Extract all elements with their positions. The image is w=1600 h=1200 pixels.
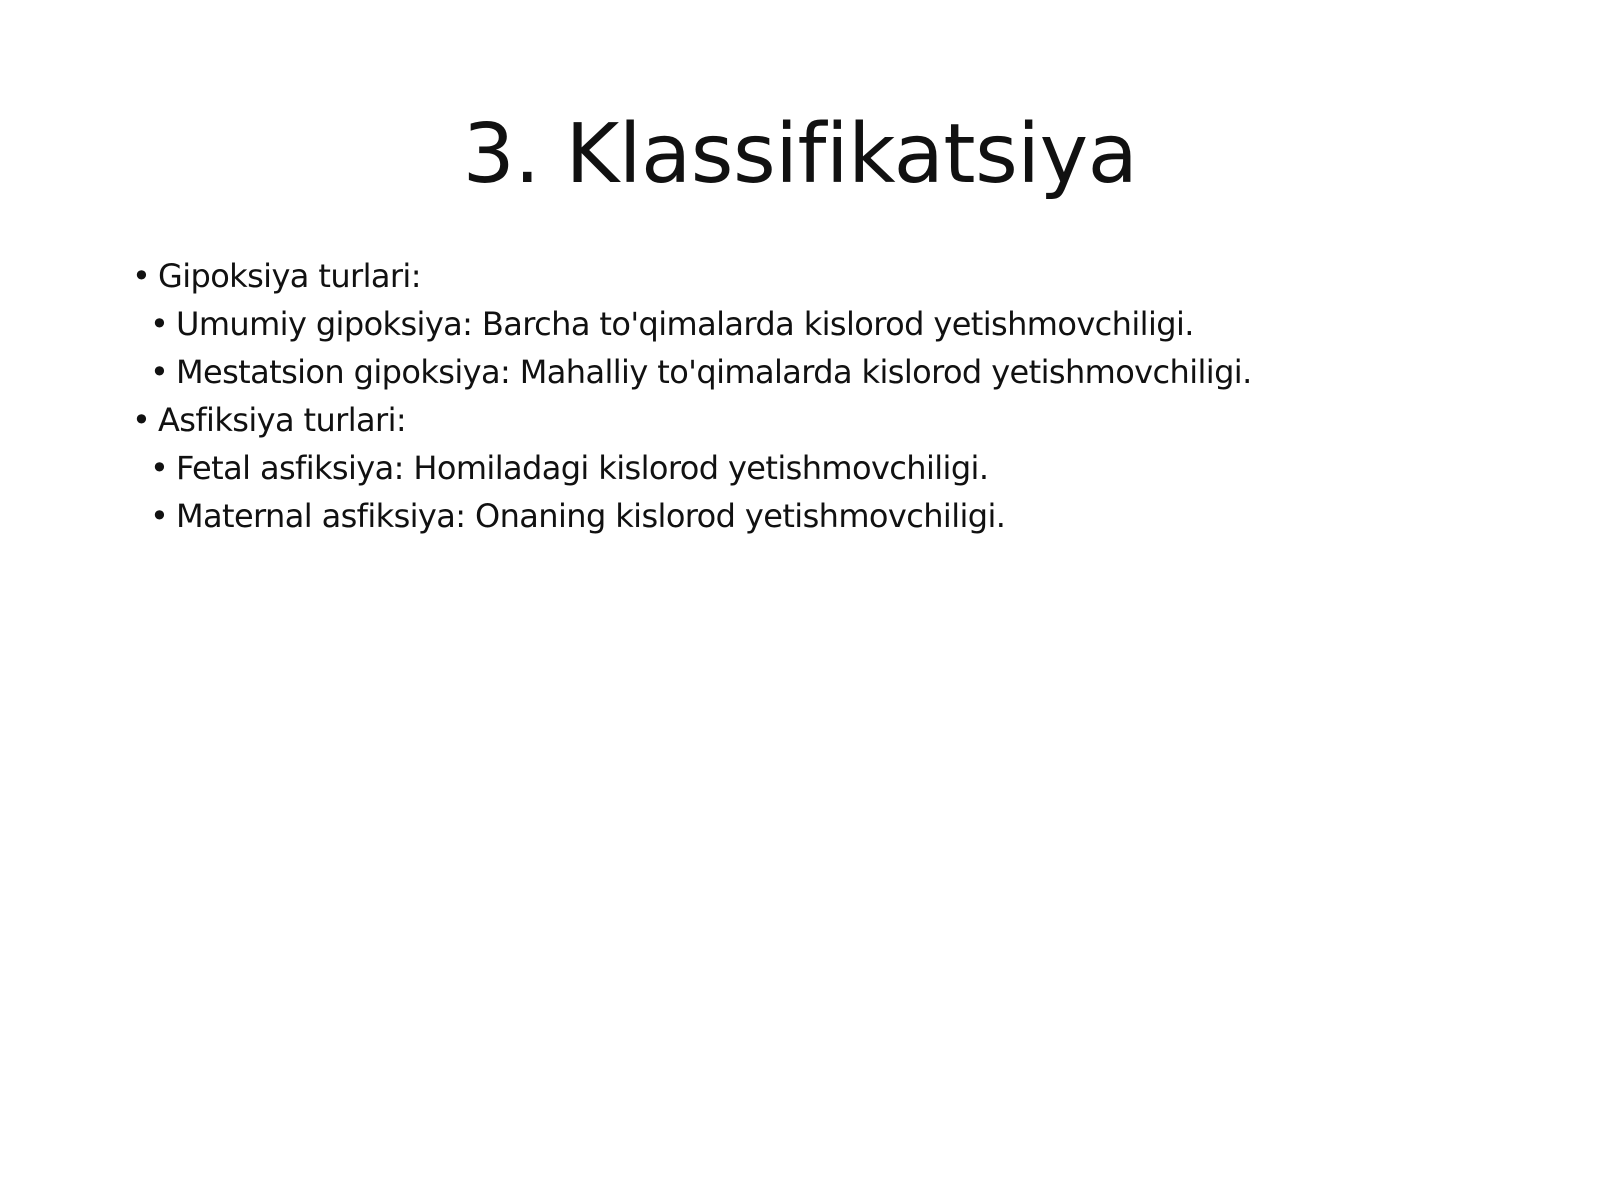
list-item-text: Maternal asfiksiya: Onaning kislorod yetishmovchiligi. — [176, 497, 1006, 535]
bullet-list — [132, 252, 1532, 540]
list-item-asfiksiya-turlari — [132, 396, 1532, 444]
list-item-text: Fetal asfiksiya: Homiladagi kislorod yetishmovchiligi. — [176, 449, 989, 487]
bullet-icon: • — [150, 353, 169, 391]
bullet-icon: • — [150, 449, 169, 487]
list-item-text: Asfiksiya turlari: — [158, 401, 407, 439]
bullet-icon: • — [150, 305, 169, 343]
bullet-icon: • — [132, 401, 151, 439]
list-item-umumiy-gipoksiya — [132, 300, 1532, 348]
list-item-mestatsion-gipoksiya — [132, 348, 1532, 396]
list-item-text: Umumiy gipoksiya: Barcha to'qimalarda kislorod yetishmovchiligi. — [176, 305, 1194, 343]
list-item-text: Gipoksiya turlari: — [158, 257, 421, 295]
bullet-icon: • — [150, 497, 169, 535]
list-item-gipoksiya-turlari — [132, 252, 1532, 300]
list-item-fetal-asfiksiya — [132, 444, 1532, 492]
list-item-maternal-asfiksiya — [132, 492, 1532, 540]
slide-title: 3. Klassifikatsiya — [462, 107, 1138, 202]
list-item-text: Mestatsion gipoksiya: Mahalliy to'qimalarda kislorod yetishmovchiligi. — [176, 353, 1252, 391]
bullet-icon: • — [132, 257, 151, 295]
